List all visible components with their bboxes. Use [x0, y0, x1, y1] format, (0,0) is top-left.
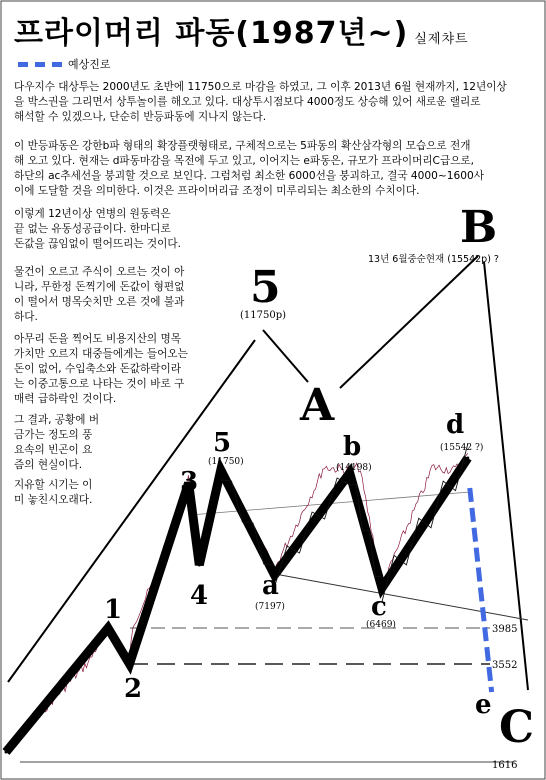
wave-label-a: a — [262, 571, 279, 601]
primary-label-b: B — [460, 202, 498, 253]
primary-line-a-to-b — [340, 256, 478, 388]
primary-label-5: 5 — [250, 262, 281, 313]
wave-label-3: 3 — [180, 467, 199, 497]
level-label-3552: 3552 — [492, 660, 518, 671]
wave-point-5 — [219, 469, 222, 472]
chart-title-text: 프라이머리 파동(1987년~) — [14, 16, 409, 51]
legend-label: 예상진로 — [68, 58, 111, 71]
paragraph-5: 아무리 돈을 찍어도 비용지산의 명목 가치만 오르지 대중들에게는 들어오는 돈이 없어, 수입축소와 돈값하락이라 는 이중고통으로 나타는 것이 바로 구 매력 급하락인 것이다. — [14, 333, 188, 405]
chart-subtitle: 실제챠트 — [414, 32, 469, 47]
primary-line-rise — [8, 340, 255, 682]
primary-label-c: C — [499, 702, 535, 753]
wave-point-0 — [5, 751, 8, 754]
paragraph-1: 다우지수 대상투는 2000년도 초반에 11750으로 마감을 하였고, 그 이후 2013년 6월 현재까지, 12년이상 을 박스권을 그리면서 상투놀이를 해오고 있다. 대상투시점보다 4000정도 상승해 있어 새로운 랠리로 해석할 수 있겠으나, 단순히 반등파동에 지나지 않는다. — [14, 81, 507, 123]
projected-line-d-to-e — [470, 488, 492, 692]
wave-value-d: (15542 ?) — [440, 443, 484, 453]
wave-point-8 — [380, 587, 383, 590]
paragraph-6: 그 결과, 공황에 버 금가는 정도의 풍 요속의 빈곤이 요 즘의 현실이다. — [14, 414, 100, 471]
ac-trendline — [275, 574, 528, 620]
wave-point-1 — [107, 627, 110, 630]
primary-line-5-to-a — [263, 330, 308, 382]
subwave-c-d — [382, 444, 468, 602]
wave-label-c: c — [371, 592, 387, 622]
wave-label-5: 5 — [213, 428, 232, 458]
paragraph-2: 이 반등파동은 강한b파 형태의 확장플랫형태로, 구체적으로는 5파동의 확산삼각형의 모습으로 전개 해 오고 있다. 현재는 d파동마감을 목전에 두고 있고, 이어지는 e파동은, 규모가 프라이머리C급으로, 하단의 ac추세선을 붕괴할 것으로 보인다. 그럼처럼 최소한 6000선을 붕괴하고, 결국 4000~1600사 이에 도달할 것을 의미한다. 이것은 프라이머리급 조정이 미루리되는 최소한의 수치이다. — [14, 140, 484, 197]
wave-point-9 — [466, 457, 469, 460]
level-label-3985: 3985 — [492, 624, 518, 635]
wave-label-e: e — [475, 690, 492, 720]
wave-value-c: (6469) — [366, 620, 396, 630]
projected-path — [470, 488, 492, 692]
wave-label-4: 4 — [190, 581, 209, 611]
paragraph-4: 물건이 오르고 주식이 오르는 것이 아 니라, 무한정 돈찍기에 돈값이 형편없 이 떨어서 명목숫치만 오른 것에 불과 하다. — [14, 266, 185, 323]
current-annotation: 13년 6월중순현재 (15542p) ? — [368, 254, 499, 265]
primary-label-a: A — [300, 380, 335, 431]
paragraph-7: 지유할 시기는 이 미 놓친시오래다. — [14, 479, 93, 506]
wave-label-1: 1 — [104, 595, 123, 625]
wave-label-d: d — [446, 410, 465, 440]
wave-point-4 — [198, 564, 201, 567]
primary-value-5: (11750p) — [240, 310, 287, 321]
paragraph-3: 이렇게 12년이상 연병의 원동력은 끝 없는 유동성공급이다. 한마디로 돈값을 끊임없이 떨어뜨리는 것이다. — [14, 208, 181, 250]
wave-label-2: 2 — [124, 674, 143, 704]
wave-label-b: b — [343, 432, 362, 462]
wave-value-b: (14198) — [336, 463, 372, 473]
wave-point-2 — [128, 663, 131, 666]
wave-value-5: (11750) — [208, 457, 244, 467]
wave-value-a: (7197) — [255, 602, 285, 612]
primary-wave-lines — [8, 256, 528, 690]
level-label-1616: 1616 — [492, 760, 518, 771]
